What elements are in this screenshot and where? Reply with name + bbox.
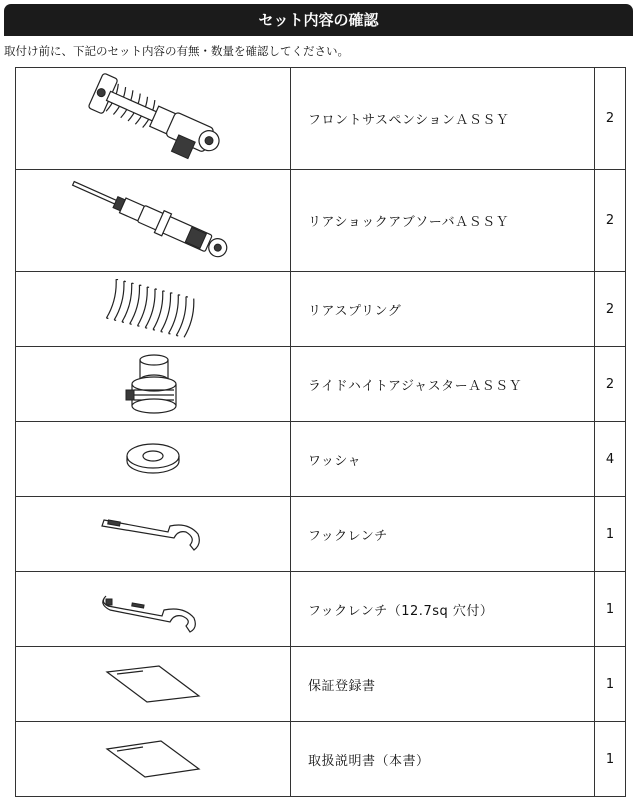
item-name: リアショックアブソーバＡＳＳＹ <box>291 170 595 272</box>
table-row <box>16 722 626 797</box>
item-qty: 1 <box>595 497 626 572</box>
table-row <box>16 347 626 422</box>
item-name: 取扱説明書（本書） <box>291 722 595 797</box>
item-name: 保証登録書 <box>291 647 595 722</box>
table-row <box>16 497 626 572</box>
ride-height-adjuster-icon <box>118 350 188 418</box>
parts-table <box>15 67 626 797</box>
table-row <box>16 272 626 347</box>
item-qty: 2 <box>595 68 626 170</box>
item-qty: 2 <box>595 272 626 347</box>
table-row <box>16 170 626 272</box>
table-row <box>16 647 626 722</box>
section-title: セット内容の確認 <box>258 11 379 29</box>
item-qty: 1 <box>595 722 626 797</box>
item-name: リアスプリング <box>291 272 595 347</box>
intro-text: 取付け前に、下記のセット内容の有無・数量を確認してください。 <box>4 44 349 58</box>
rear-shock-absorber-icon <box>63 173 243 269</box>
item-name: ワッシャ <box>291 422 595 497</box>
front-suspension-icon <box>73 71 233 167</box>
hook-wrench-icon <box>98 512 208 556</box>
hook-wrench-pin-icon <box>98 584 208 634</box>
rear-spring-icon <box>98 279 208 339</box>
manual-document-icon <box>103 737 203 781</box>
item-qty: 2 <box>595 170 626 272</box>
item-name: フロントサスペンションＡＳＳＹ <box>291 68 595 170</box>
item-name: フックレンチ <box>291 497 595 572</box>
item-name: フックレンチ（12.7sq 穴付） <box>291 572 595 647</box>
item-qty: 1 <box>595 647 626 722</box>
table-row <box>16 572 626 647</box>
table-row <box>16 422 626 497</box>
washer-icon <box>118 437 188 481</box>
item-name: ライドハイトアジャスターＡＳＳＹ <box>291 347 595 422</box>
section-header <box>4 4 633 36</box>
warranty-document-icon <box>103 662 203 706</box>
table-row <box>16 68 626 170</box>
item-qty: 2 <box>595 347 626 422</box>
item-qty: 1 <box>595 572 626 647</box>
item-qty: 4 <box>595 422 626 497</box>
